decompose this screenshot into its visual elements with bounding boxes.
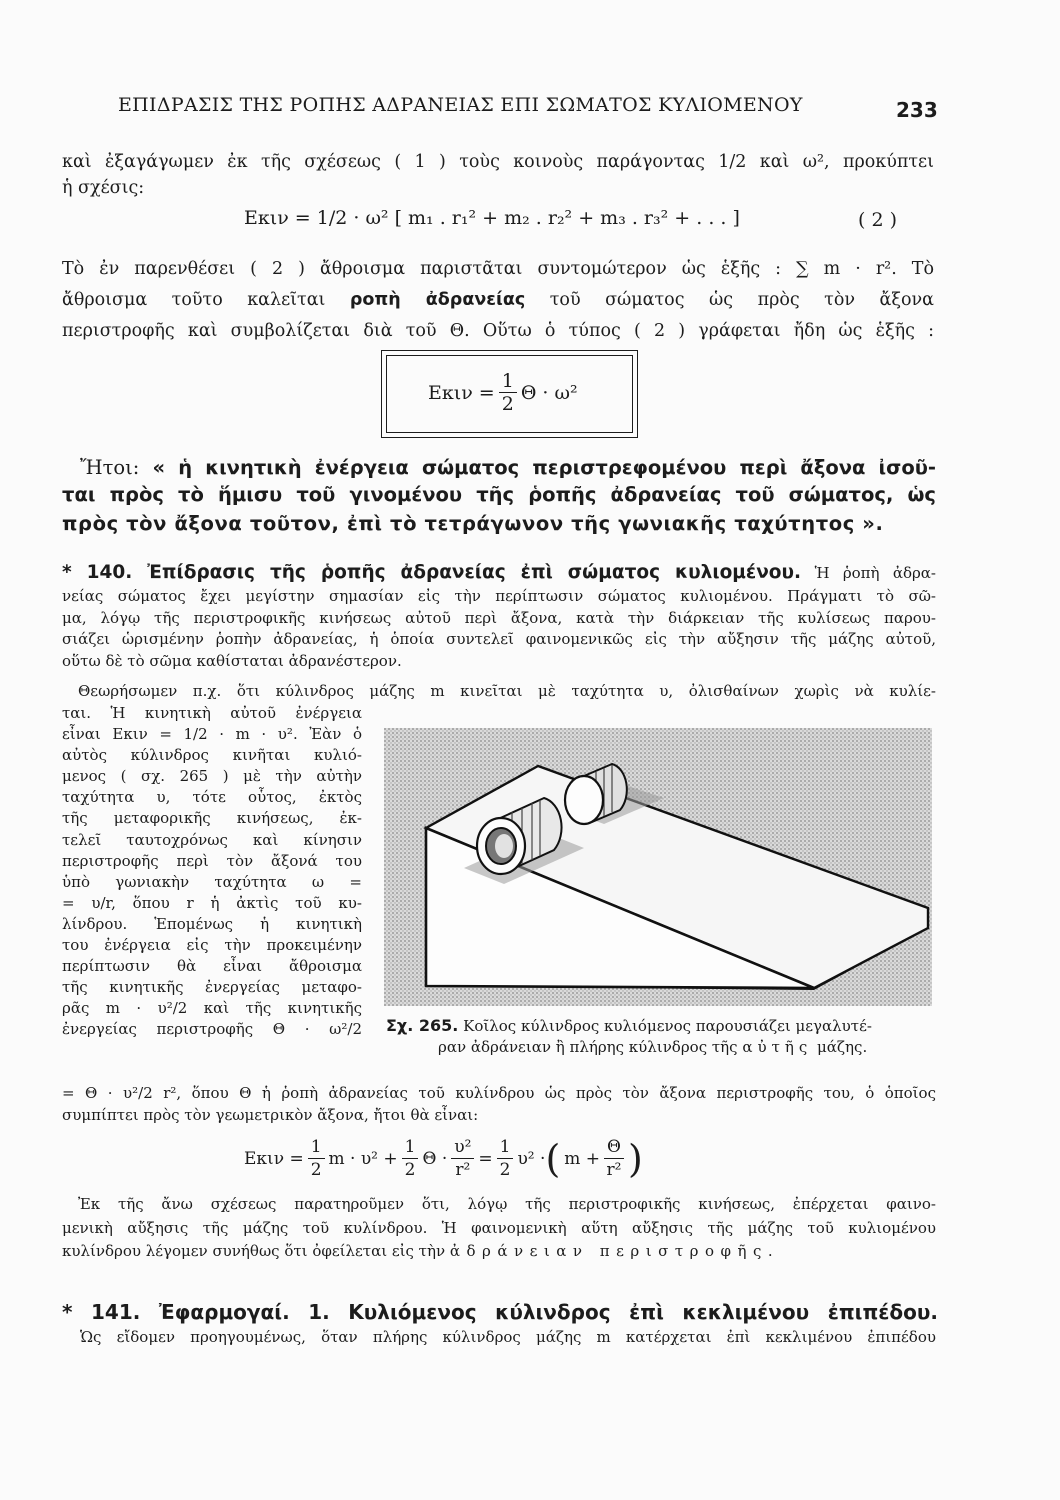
caption-label: Σχ. 265. [386, 1016, 459, 1035]
eq-f1-den: 2 [310, 1160, 322, 1180]
caption-text-2-post: μάζης. [817, 1038, 868, 1056]
conclusion-line-3-wide: ἀδράνειαν περιστροφῆς. [449, 1242, 780, 1260]
eq-f3-num: υ² [451, 1136, 474, 1159]
eq-paren-open: ( [545, 1136, 561, 1181]
conclusion-line-3-pre: κυλίνδρου λέγομεν συνήθως ὅτι ὀφείλεται εἰς τὴν [62, 1242, 446, 1260]
s140-line-2: σιάζει ὡρισμένην ῥοπὴν ἀδρανείας, ἡ ὁποία συντελεῖ φαινομενικῶς εἰς τὴν αὔξησιν τῆς μάζης αὐτοῦ, [62, 630, 936, 648]
conclusion-paragraph [62, 1193, 936, 1264]
conclusion-line-3 [62, 1240, 936, 1264]
caption-text-2-pre: ραν ἀδράνειαν ἢ πλήρης κύλινδρος τῆς [438, 1038, 738, 1056]
section-140-heading-line [62, 560, 936, 586]
section-140-heading-tail: Ἡ ῥοπὴ ἀδρα- [814, 564, 936, 582]
caption-text-2-wide: αὐτῆς [742, 1038, 813, 1056]
eq-frac-5 [604, 1136, 624, 1181]
eq-f2-num: 1 [402, 1136, 419, 1159]
left-col-15: ἐνεργείας περιστροφῆς Θ · ω²/2 [62, 1020, 362, 1039]
eq-t2: Θ · [422, 1148, 448, 1169]
eq-t1: m · υ² + [328, 1148, 398, 1169]
boxed-lhs: Eκιν = [428, 381, 495, 404]
statement-line-2: ται πρὸς τὸ ἥμισυ τοῦ γινομένου τῆς ῥοπῆς ἀδρανείας τοῦ σώματος, ὡς [62, 483, 936, 506]
equation-2: Eκιν = 1/2 · ω² [ m₁ . r₁² + m₂ . r₂² + m₃ . r₃² + . . . ] [244, 207, 740, 229]
figure-caption-line-1 [386, 1015, 872, 1037]
eq-f4-num: 1 [497, 1136, 514, 1159]
eq-f5-den: r² [606, 1160, 622, 1180]
eq-f3-den: r² [455, 1160, 471, 1180]
boxed-formula [428, 370, 578, 415]
inertia-pre: ἄθροισμα τοῦτο καλεῖται [62, 290, 326, 310]
left-col-4: ταχύτητα υ, τότε οὗτος, ἐκτὸς [62, 788, 362, 807]
eq-f4-den: 2 [499, 1160, 511, 1180]
inertia-term: ροπὴ ἀδρανείας [349, 290, 526, 310]
boxed-fraction [499, 370, 517, 415]
figure-caption-line-2 [438, 1037, 867, 1058]
eq-frac-1 [308, 1136, 325, 1181]
s140-line-0: νείας σώματος ἔχει μεγίστην σημασίαν εἰς τὴν περίπτωσιν σώματος κυλιομένου. Πράγματι τὸ σῶ- [62, 587, 936, 605]
section-141-heading: * 141. Ἐφαρμογαί. 1. Κυλιόμενος κύλινδρος ἐπὶ κεκλιμένου ἐπιπέδου. [62, 1300, 938, 1324]
left-col-10: λίνδρου. Ἑπομένως ἡ κινητικὴ [62, 914, 362, 933]
left-col-11: του ἐνέργεια εἰς τὴν προκειμένην [62, 936, 362, 955]
eq-f2-den: 2 [404, 1160, 416, 1180]
figure-265 [384, 728, 932, 1006]
s140-line-1: μα, λόγῳ τῆς περιστροφικῆς κινήσεως αὐτοῦ περὶ ἄξονα, κατὰ τὴν διάρκειαν τῆς κυλίσεως παρου- [62, 608, 936, 627]
conclusion-line-2: μενικὴ αὔξησις τῆς μάζης τοῦ κυλίνδρου. Ἡ φαινομενικὴ αὕτη αὔξησις τῆς μάζης τοῦ κυλιομένου [62, 1218, 936, 1237]
statement-text-1: « ἡ κινητικὴ ἐνέργεια σώματος περιστρεφομένου περὶ ἄξονα ἰσοῦ- [152, 456, 936, 479]
statement-line-1 [80, 454, 936, 481]
intro-line-1: καὶ ἐξαγάγωμεν ἐκ τῆς σχέσεως ( 1 ) τοὺς κοινοὺς παράγοντας 1/2 καὶ ω², προκύπτει [62, 152, 934, 172]
eq-lhs: Eκιν = [244, 1148, 304, 1169]
boxed-den: 2 [501, 393, 514, 415]
left-col-1: εἶναι Eκιν = 1/2 · m · υ². Ἐὰν ὁ [62, 725, 362, 744]
inertia-line [62, 287, 934, 313]
running-title: ΕΠΙΔΡΑΣΙΣ ΤΗΣ ΡΟΠΗΣ ΑΔΡΑΝΕΙΑΣ ΕΠΙ ΣΩΜΑΤΟΣ ΚΥΛΙΟΜΕΝΟΥ [118, 94, 803, 116]
eq-paren-close: ) [627, 1136, 643, 1181]
eq-f5-num: Θ [604, 1136, 624, 1159]
conclusion-line-1: Ἐκ τῆς ἄνω σχέσεως παρατηροῦμεν ὅτι, λόγῳ τῆς περιστροφικῆς κινήσεως, ἐπέρχεται φαινο- [78, 1195, 936, 1213]
caption-text-1: Κοῖλος κύλινδρος κυλιόμενος παρουσιάζει μεγαλυτέ- [463, 1017, 872, 1035]
para2-first-line: Θεωρήσωμεν π.χ. ὅτι κύλινδρος μάζης m κινεῖται μὲ ταχύτητα υ, ὀλισθαίνων χωρὶς νὰ κυλίε- [78, 682, 936, 700]
left-col-0: ται. Ἡ κινητικὴ αὐτοῦ ἐνέργεια [62, 704, 362, 722]
intro-line-2: ἡ σχέσις: [62, 178, 145, 198]
left-col-8: ὑπὸ γωνιακὴν ταχύτητα ω = [62, 872, 362, 891]
left-col-5: τῆς μεταφορικῆς κινήσεως, ἐκ- [62, 809, 362, 828]
inertia-post: τοῦ σώματος ὡς πρὸς τὸν ἄξονα [549, 290, 934, 310]
eq-inner-m: m + [564, 1148, 601, 1169]
left-col-9: = υ/r, ὅπου r ἡ ἀκτὶς τοῦ κυ- [62, 893, 362, 912]
s140-line-3: οὕτω δὲ τὸ σῶμα καθίσταται ἀδρανέστερον. [62, 651, 402, 670]
section-141-line-1: Ὡς εἴδομεν προηγουμένως, ὅταν πλήρης κύλινδρος μάζης m κατέρχεται ἐπὶ κεκλιμένου ἐπιπέδου [80, 1328, 936, 1346]
final-equation [244, 1136, 643, 1181]
after-fig-0: = Θ · υ²/2 r², ὅπου Θ ἡ ῥοπὴ ἀδρανείας τοῦ κυλίνδρου ὡς πρὸς τὸν ἄξονα περιστροφῆς του, ὁ ὁποῖος [62, 1084, 936, 1102]
eq-frac-4 [497, 1136, 514, 1181]
left-col-3: μενος ( σχ. 265 ) μὲ τὴν αὐτὴν [62, 767, 362, 786]
section-140-paragraph [62, 586, 936, 672]
left-col-6: τελεῖ ταυτοχρόνως καὶ κίνησιν [62, 830, 362, 849]
theta-line: περιστροφῆς καὶ συμβολίζεται διὰ τοῦ Θ. Οὕτω ὁ τύπος ( 2 ) γράφεται ἤδη ὡς ἑξῆς : [62, 321, 934, 341]
eq-equals: = [478, 1148, 493, 1169]
boxed-num: 1 [499, 370, 517, 393]
after-figure-text [62, 1083, 936, 1126]
left-col-7: περιστροφῆς περὶ τὸν ἄξονά του [62, 851, 362, 870]
statement-prefix: Ἤτοι: [80, 456, 140, 479]
left-col-12: περίπτωσιν θὰ εἶναι ἄθροισμα [62, 957, 362, 976]
after-fig-1: συμπίπτει πρὸς τὸν γεωμετρικὸν ἄξονα, ἤτοι θὰ εἶναι: [62, 1105, 479, 1124]
left-col-2: αὐτὸς κύλινδρος κινῆται κυλιό- [62, 746, 362, 765]
left-col-14: ρᾶς m · υ²/2 καὶ τῆς κινητικῆς [62, 999, 362, 1018]
boxed-rhs: Θ · ω² [520, 381, 578, 404]
page-number: 233 [896, 98, 938, 122]
left-col-13: τῆς κινητικῆς ἐνεργείας μεταφο- [62, 978, 362, 997]
eq-t4: υ² · [517, 1148, 546, 1169]
equation-2-label: ( 2 ) [858, 209, 897, 231]
statement-line-3: πρὸς τὸν ἄξονα τοῦτον, ἐπὶ τὸ τετράγωνον τῆς γωνιακῆς ταχύτητος ». [62, 512, 884, 535]
eq-frac-3 [451, 1136, 474, 1181]
eq-f1-num: 1 [308, 1136, 325, 1159]
eq-frac-2 [402, 1136, 419, 1181]
left-column [62, 703, 362, 1041]
section-140-heading: * 140. Ἐπίδρασις τῆς ῥοπῆς ἀδρανείας ἐπὶ σώματος κυλιομένου. [62, 562, 802, 583]
sum-line: Τὸ ἐν παρενθέσει ( 2 ) ἄθροισμα παριστᾶται συντομώτερον ὡς ἑξῆς : ∑ m · r². Τὸ [62, 259, 934, 279]
